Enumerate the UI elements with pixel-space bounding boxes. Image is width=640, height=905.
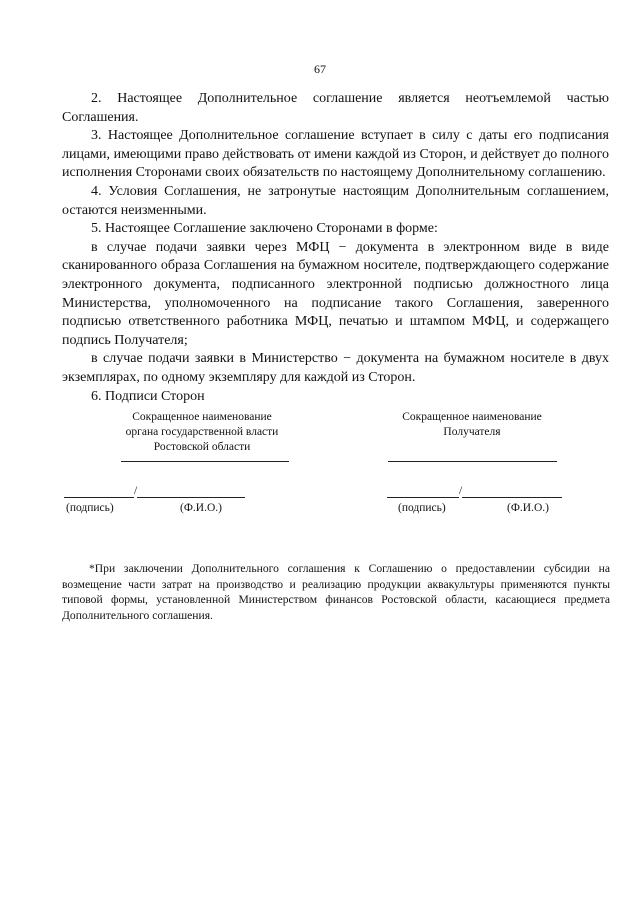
paragraph-3: 3. Настоящее Дополнительное соглашение вступает в силу с даты его подписания лицами, имеющими право действовать от имени каждой из Сторон, и действует до полного исполнения Сторонами своих обязательств по настоящему Дополнительному соглашению. — [62, 128, 609, 181]
signature-field-right — [387, 484, 459, 498]
fio-field-right — [462, 484, 562, 498]
paragraph-5-mfc-option: в случае подачи заявки через МФЦ − документа в электронном виде в виде сканированного образа Соглашения на бумажном носителе, подтверждающего содержание электронного документа, подписанного электронной подписью должностного лица Министерства, уполномоченного на подписание такого Соглашения, заверенного подписью ответственного работника МФЦ, печатью и штампом МФЦ, и содержащего подпись Получателя; — [62, 239, 609, 348]
paragraph-2: 2. Настоящее Дополнительное соглашение является неотъемлемой частью Соглашения. — [62, 91, 609, 125]
signatory-left-name — [102, 410, 302, 455]
signature-line-left — [64, 484, 245, 500]
signature-caption-left: (подпись) — [66, 502, 114, 514]
document-body — [62, 90, 609, 406]
signatory-left-name-rule — [121, 461, 289, 462]
paragraph-5-ministry-option: в случае подачи заявки в Министерство − документа на бумажном носителе в двух экземплярах, по одному экземпляру для каждой из Сторон. — [62, 351, 609, 385]
signatory-right-name-rule — [388, 461, 557, 462]
paragraph-4: 4. Условия Соглашения, не затронутые настоящим Дополнительным соглашением, остаются неизменными. — [62, 183, 609, 218]
paragraph-6: 6. Подписи Сторон — [91, 388, 205, 404]
fio-caption-right: (Ф.И.О.) — [507, 502, 549, 514]
fio-field-left — [137, 484, 245, 498]
signatory-right-line-2: Получателя — [443, 426, 501, 438]
fio-caption-left: (Ф.И.О.) — [180, 502, 222, 514]
signatory-left-line-3: Ростовской области — [153, 441, 251, 453]
signatory-left-line-1: Сокращенное наименование — [132, 411, 272, 423]
signatory-left-line-2: органа государственной власти — [125, 426, 279, 438]
signatory-right-line-1: Сокращенное наименование — [402, 411, 542, 423]
signature-field-left — [64, 484, 134, 498]
page-number: 67 — [314, 62, 326, 76]
signatory-right-name — [372, 410, 572, 440]
signature-caption-right: (подпись) — [398, 502, 446, 514]
paragraph-5: 5. Настоящее Соглашение заключено Сторонами в форме: — [91, 221, 438, 237]
signature-separator-right: / — [459, 485, 463, 497]
footnote: *При заключении Дополнительного соглашения к Соглашению о предоставлении субсидии на возмещение части затрат на производство и реализацию продукции аквакультуры применяются пункты типовой формы, установленной Министерством финансов Ростовской области, касающиеся предмета Дополнительного соглашения. — [62, 562, 610, 622]
signature-line-right — [387, 484, 562, 500]
signature-separator-left: / — [134, 485, 138, 497]
